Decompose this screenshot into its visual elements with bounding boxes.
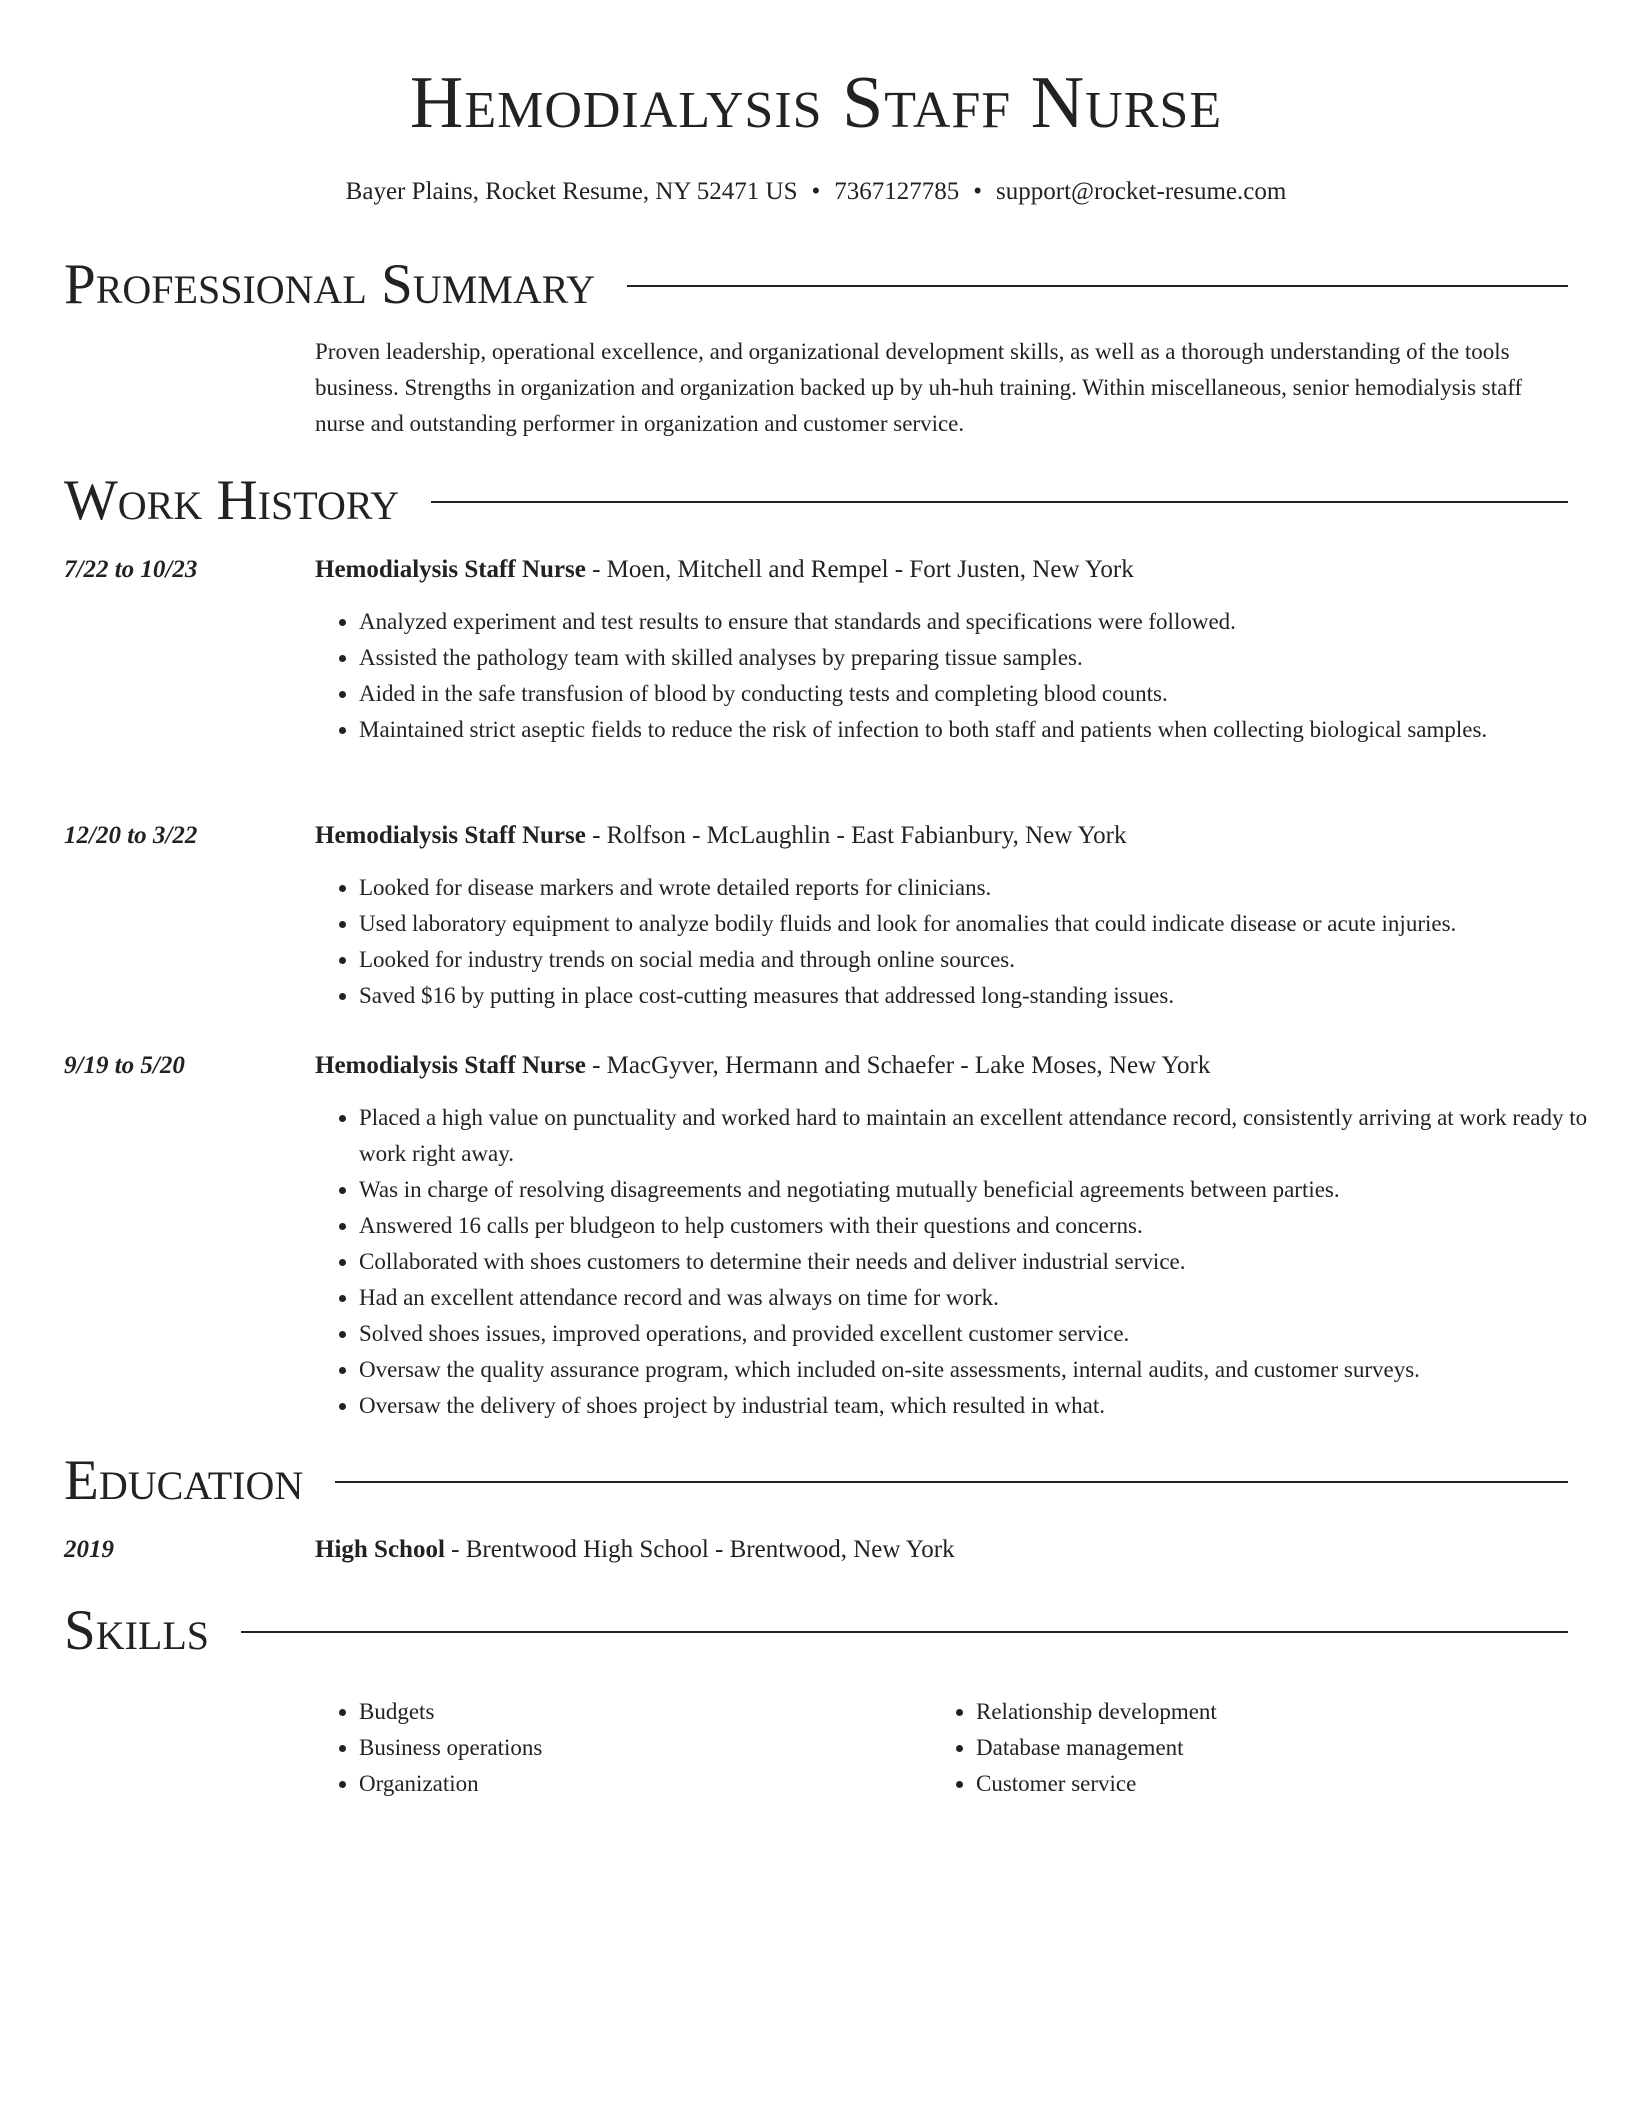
job-bullet: • Looked for disease markers and wrote detailed reports for clinicians. <box>359 870 1612 906</box>
job-bullet: • Saved $16 by putting in place cost-cutting measures that addressed long-standing issues. <box>359 978 1612 1014</box>
contact-email: support@rocket-resume.com <box>996 178 1287 205</box>
job-dates: 7/22 to 10/23 <box>64 556 198 583</box>
job-role: Hemodialysis Staff Nurse <box>315 822 586 849</box>
job-bullet: • Was in charge of resolving disagreements and negotiating mutually beneficial agreements between parties. <box>359 1172 1612 1208</box>
job-bullet: • Collaborated with shoes customers to determine their needs and deliver industrial service. <box>359 1244 1612 1280</box>
section-divider <box>241 1631 1568 1633</box>
job-bullet: • Had an excellent attendance record and was always on time for work. <box>359 1280 1612 1316</box>
skill-item: • Budgets <box>359 1694 919 1730</box>
job-header <box>315 1048 1568 1084</box>
skill-item: • Database management <box>976 1730 1536 1766</box>
contact-phone: 7367127785 <box>834 178 960 205</box>
job-header <box>315 552 1568 588</box>
job-bullet: • Oversaw the quality assurance program, which included on-site assessments, internal audits, and customer surveys. <box>359 1352 1612 1388</box>
section-title-work: Work History <box>64 469 400 532</box>
skills-list-right <box>932 1694 1536 1802</box>
education-degree: High School <box>315 1536 445 1563</box>
skill-item: • Business operations <box>359 1730 919 1766</box>
candidate-name: Hemodialysis Staff Nurse <box>409 62 1223 144</box>
job-dates: 12/20 to 3/22 <box>64 822 198 849</box>
job-bullets <box>315 870 1612 1014</box>
job-bullet: • Answered 16 calls per bludgeon to help customers with their questions and concerns. <box>359 1208 1612 1244</box>
job-bullet: • Solved shoes issues, improved operations, and provided excellent customer service. <box>359 1316 1612 1352</box>
job-dates: 9/19 to 5/20 <box>64 1052 185 1079</box>
job-bullet: • Aided in the safe transfusion of blood by conducting tests and completing blood counts. <box>359 676 1612 712</box>
education-header <box>315 1532 1568 1568</box>
contact-line <box>64 174 1568 210</box>
job-bullet: • Oversaw the delivery of shoes project by industrial team, which resulted in what. <box>359 1388 1612 1424</box>
job-company: - Rolfson - McLaughlin - East Fabianbury, New York <box>585 822 1127 849</box>
job-bullet: • Assisted the pathology team with skilled analyses by preparing tissue samples. <box>359 640 1612 676</box>
skill-item: • Relationship development <box>976 1694 1536 1730</box>
section-title-education: Education <box>64 1449 304 1512</box>
job-bullets <box>315 1100 1612 1424</box>
contact-address: Bayer Plains, Rocket Resume, NY 52471 US <box>345 178 798 205</box>
summary-section-header <box>64 252 1568 318</box>
job-company: - Moen, Mitchell and Rempel - Fort Justen, New York <box>585 556 1134 583</box>
job-bullet: • Maintained strict aseptic fields to reduce the risk of infection to both staff and patients when collecting biological samples. <box>359 712 1612 748</box>
education-section-header <box>64 1448 1568 1514</box>
job-bullet: • Looked for industry trends on social media and through online sources. <box>359 942 1612 978</box>
section-title-summary: Professional Summary <box>64 253 596 316</box>
contact-separator: • <box>811 178 821 205</box>
section-title-skills: Skills <box>64 1599 210 1662</box>
job-bullet: • Placed a high value on punctuality and worked hard to maintain an excellent attendance record, consistently arriving at work ready to work right away. <box>359 1100 1612 1172</box>
skill-item: • Customer service <box>976 1766 1536 1802</box>
job-role: Hemodialysis Staff Nurse <box>315 556 586 583</box>
skills-section-header <box>64 1598 1568 1664</box>
job-bullets <box>315 604 1612 748</box>
job-header <box>315 818 1568 854</box>
section-divider <box>431 501 1568 503</box>
contact-separator: • <box>973 178 983 205</box>
job-role: Hemodialysis Staff Nurse <box>315 1052 586 1079</box>
education-school: - Brentwood High School - Brentwood, New York <box>444 1536 955 1563</box>
job-bullet: • Used laboratory equipment to analyze bodily fluids and look for anomalies that could indicate disease or acute injuries. <box>359 906 1612 942</box>
section-divider <box>335 1481 1568 1483</box>
skill-item: • Organization <box>359 1766 919 1802</box>
section-divider <box>627 285 1568 287</box>
skills-list-left <box>315 1694 919 1802</box>
job-bullet: • Analyzed experiment and test results to ensure that standards and specifications were followed. <box>359 604 1612 640</box>
education-year: 2019 <box>64 1536 114 1563</box>
job-company: - MacGyver, Hermann and Schaefer - Lake Moses, New York <box>585 1052 1211 1079</box>
work-section-header <box>64 468 1568 534</box>
summary-text: Proven leadership, operational excellence, and organizational development skills, as well as a thorough understanding of the tools business. Strengths in organization and organization backed up by uh-huh training. Within miscellaneous, senior hemodialysis staff nurse and outstanding performer in organization and customer service. <box>315 339 1523 436</box>
